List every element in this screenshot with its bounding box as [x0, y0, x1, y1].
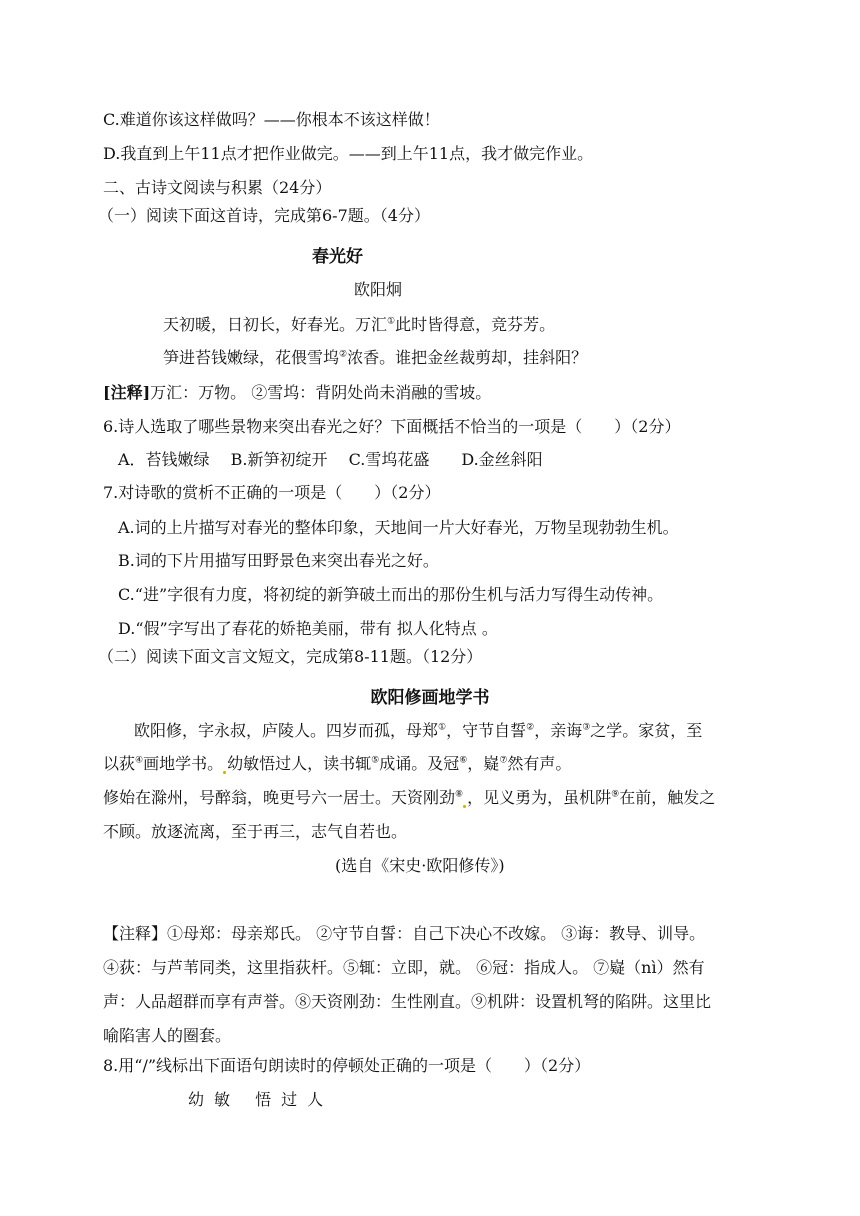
emphasis-dot: [463, 805, 466, 808]
emphasis-dot: [223, 771, 226, 774]
prose-source: (选自《宋史·欧阳修传》): [335, 856, 505, 875]
poem-line-1: 天初暖，日初长，好春光。万汇①此时皆得意，竞芬芳。: [163, 315, 556, 334]
poem-title: 春光好: [312, 247, 363, 267]
question-6: 6.诗人选取了哪些景物来突出春光之好？下面概括不恰当的一项是（ ）（2分）: [103, 417, 681, 436]
part-1-instruction: （一）阅读下面这首诗，完成第6-7题。（4分）: [98, 206, 430, 225]
question-6-options: A．苔钱嫩绿 B.新笋初绽开 C.雪坞花盛 D.金丝斜阳: [118, 450, 543, 469]
poem-notes: [注释]万汇：万物。 ②雪坞：背阴处尚未消融的雪坡。: [103, 383, 492, 402]
question-7-option-b: B.词的下片用描写田野景色来突出春光之好。: [118, 551, 439, 570]
q5-option-c: C.难道你该这样做吗？——你根本不该这样做！: [103, 110, 440, 129]
poem-author: 欧阳炯: [354, 280, 403, 299]
prose-line-4: 不顾。放逐流离，至于再三，志气自若也。: [103, 822, 408, 841]
notes-line-3: 声：人品超群而享有声誉。⑧天资刚劲：生性刚直。⑨机阱：设置机弩的陷阱。这里比: [103, 992, 712, 1011]
question-7: 7.对诗歌的赏析不正确的一项是（ ）（2分）: [103, 483, 441, 502]
notes-line-1: 【注释】①母郑：母亲郑氏。 ②守节自誓：自己下决心不改嫁。 ③诲：教导、训导。: [103, 924, 706, 943]
prose-title: 欧阳修画地学书: [370, 688, 490, 708]
question-8: 8.用“/”线标出下面语句朗读时的停顿处正确的一项是（ ）（2分）: [103, 1056, 591, 1075]
question-7-option-c: C.“进”字很有力度，将初绽的新笋破土而出的那份生机与活力写得生动传神。: [118, 585, 664, 604]
question-7-option-a: A.词的上片描写对春光的整体印象，天地间一片大好春光，万物呈现勃勃生机。: [118, 518, 679, 537]
poem-line-2: 笋进苔钱嫩绿，花偎雪坞②浓香。谁把金丝裁剪却，挂斜阳？: [163, 348, 588, 367]
q5-option-d: D.我直到上午11点才把作业做完。——到上午11点，我才做完作业。: [103, 144, 594, 163]
notes-line-2: ④荻：与芦苇同类，这里指荻杆。⑤辄：立即，就。 ⑥冠：指成人。 ⑦嶷（nì）然有: [103, 958, 705, 977]
prose-line-1: 欧阳修，字永叔，庐陵人。四岁而孤，母郑①，守节自誓②，亲诲③之学。家贫，至: [134, 721, 703, 740]
prose-line-2: 以荻④画地学书。 幼敏悟过人，读书辄⑤成诵。及冠⑥，嶷⑦然有声。: [103, 754, 572, 773]
question-8-sentence: 幼敏 悟过人: [188, 1090, 334, 1109]
prose-line-3: 修始在滁州，号醉翁，晚更号六一居士。天资刚劲⑧ ，见义勇为，虽机阱⑨在前，触发之: [103, 788, 716, 807]
notes-line-4: 喻陷害人的圈套。: [103, 1026, 232, 1045]
part-2-instruction: （二）阅读下面文言文短文，完成第8-11题。（12分）: [98, 647, 483, 666]
question-7-option-d: D.“假”字写出了春花的娇艳美丽，带有 拟人化特点 。: [118, 619, 498, 638]
section-2-heading: 二、古诗文阅读与积累（24分）: [103, 178, 332, 197]
